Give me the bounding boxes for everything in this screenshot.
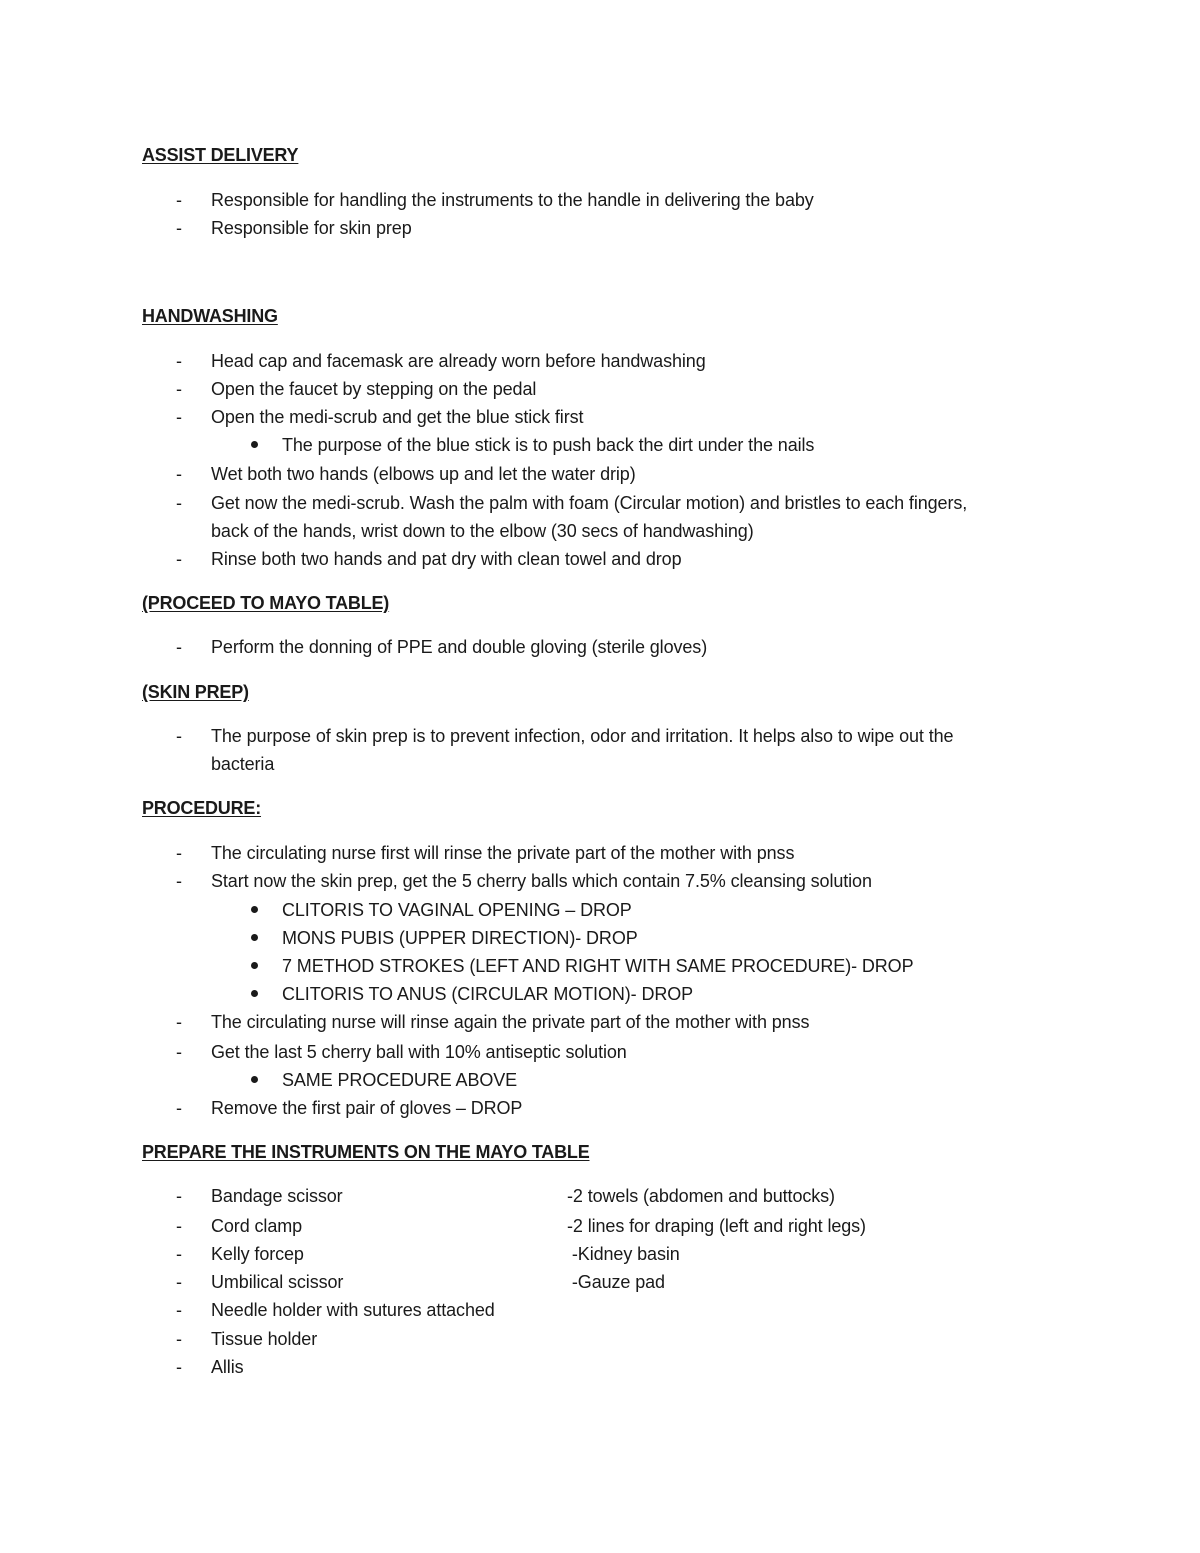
bullet-icon [251, 441, 258, 448]
list-dash: - [176, 190, 182, 210]
instrument-item-right: -Gauze pad [567, 1272, 665, 1292]
list-dash: - [176, 379, 182, 399]
instrument-item-right: -2 lines for draping (left and right legs) [567, 1216, 866, 1236]
list-dash: - [176, 637, 182, 657]
instrument-item: Bandage scissor [211, 1186, 343, 1206]
list-dash: - [176, 726, 182, 746]
instrument-item: Allis [211, 1357, 244, 1377]
instrument-item: Umbilical scissor [211, 1272, 344, 1292]
sub-list-item: CLITORIS TO VAGINAL OPENING – DROP [282, 900, 632, 920]
list-dash: - [176, 1272, 182, 1292]
list-item: The circulating nurse will rinse again the private part of the mother with pnss [211, 1012, 810, 1032]
list-item: The purpose of skin prep is to prevent infection, odor and irritation. It helps also to wipe out the [211, 726, 954, 746]
section-heading-handwashing: HANDWASHING [142, 306, 278, 326]
sub-list-item: The purpose of the blue stick is to push back the dirt under the nails [282, 435, 815, 455]
list-dash: - [176, 1329, 182, 1349]
list-item: Open the medi-scrub and get the blue stick first [211, 407, 584, 427]
list-item: Open the faucet by stepping on the pedal [211, 379, 537, 399]
list-dash: - [176, 351, 182, 371]
sub-list-item: CLITORIS TO ANUS (CIRCULAR MOTION)- DROP [282, 984, 694, 1004]
instrument-item: Needle holder with sutures attached [211, 1300, 495, 1320]
list-item: Get now the medi-scrub. Wash the palm with foam (Circular motion) and bristles to each fingers, [211, 493, 968, 513]
list-dash: - [176, 1216, 182, 1236]
section-heading-instruments: PREPARE THE INSTRUMENTS ON THE MAYO TABLE [142, 1142, 590, 1162]
bullet-icon [251, 962, 258, 969]
list-item: The circulating nurse first will rinse the private part of the mother with pnss [211, 843, 795, 863]
list-dash: - [176, 464, 182, 484]
bullet-icon [251, 934, 258, 941]
instrument-item: Cord clamp [211, 1216, 303, 1236]
list-dash: - [176, 1244, 182, 1264]
bullet-icon [251, 990, 258, 997]
list-item: Remove the first pair of gloves – DROP [211, 1098, 523, 1118]
list-item: Responsible for handling the instruments to the handle in delivering the baby [211, 190, 814, 210]
list-dash: - [176, 1186, 182, 1206]
list-item: Start now the skin prep, get the 5 cherry balls which contain 7.5% cleansing solution [211, 871, 872, 891]
list-item: Perform the donning of PPE and double gloving (sterile gloves) [211, 637, 708, 657]
list-dash: - [176, 871, 182, 891]
section-heading-skin-prep: (SKIN PREP) [142, 682, 249, 702]
list-dash: - [176, 1357, 182, 1377]
list-dash: - [176, 407, 182, 427]
instrument-item-right: -Kidney basin [567, 1244, 680, 1264]
list-item: Responsible for skin prep [211, 218, 412, 238]
instrument-item-right: -2 towels (abdomen and buttocks) [567, 1186, 835, 1206]
list-dash: - [176, 1042, 182, 1062]
list-dash: - [176, 1098, 182, 1118]
list-dash: - [176, 493, 182, 513]
section-heading-procedure: PROCEDURE: [142, 798, 262, 818]
list-item: Get the last 5 cherry ball with 10% antiseptic solution [211, 1042, 627, 1062]
sub-list-item: MONS PUBIS (UPPER DIRECTION)- DROP [282, 928, 638, 948]
list-item-continuation: back of the hands, wrist down to the elbow (30 secs of handwashing) [211, 521, 754, 541]
instrument-item: Kelly forcep [211, 1244, 304, 1264]
list-item-continuation: bacteria [211, 754, 275, 774]
list-item: Wet both two hands (elbows up and let the water drip) [211, 464, 636, 484]
list-dash: - [176, 1012, 182, 1032]
sub-list-item: 7 METHOD STROKES (LEFT AND RIGHT WITH SAME PROCEDURE)- DROP [282, 956, 914, 976]
list-dash: - [176, 843, 182, 863]
instrument-item: Tissue holder [211, 1329, 318, 1349]
list-dash: - [176, 1300, 182, 1320]
list-item: Head cap and facemask are already worn before handwashing [211, 351, 706, 371]
bullet-icon [251, 1076, 258, 1083]
sub-list-item: SAME PROCEDURE ABOVE [282, 1070, 518, 1090]
section-heading-assist-delivery: ASSIST DELIVERY [142, 145, 299, 165]
list-dash: - [176, 218, 182, 238]
list-dash: - [176, 549, 182, 569]
section-heading-mayo-table: (PROCEED TO MAYO TABLE) [142, 593, 390, 613]
list-item: Rinse both two hands and pat dry with clean towel and drop [211, 549, 682, 569]
bullet-icon [251, 906, 258, 913]
